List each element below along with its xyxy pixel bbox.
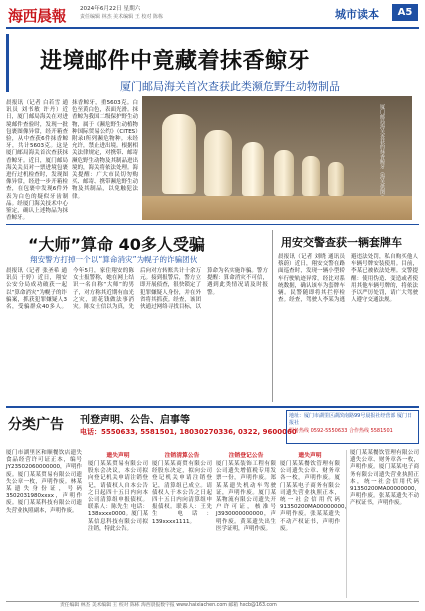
classified-col-body: 厦门某某商贸有限公司经股东决定，拟向公司登记机关申请注销登记，清算组已成立。请债权人于本公告之日起四十五日内向清算组申报债权。联系人：王先生 电话：139xxxx1111。 xyxy=(152,461,212,525)
article2-body: 晨报讯（记者 张圣希 通讯员 于婷）近日，翔安公安分局成功破获一起以“算命消灾”为幌子的诈骗案，抓获犯罪嫌疑人3名，受骗群众40多人。今年5月，家住翔安的陈女士报警称，她在网上结识一名自称“大师”的男子，对方称其近期有血光之灾，需花钱做法事消灾。陈女士信以为真，先后向对方转账共计十余万元。接到报警后，警方立即开展侦查，很快锁定了犯罪嫌疑人身份，并在外省将其抓获。经查，该团伙通过网络寻找目标，以算命为名实施诈骗。警方提醒：算命消灾不可信，遇到此类情况请及时报警。 xyxy=(6,268,268,311)
classified-col-body: 厦门某某餐饮管理有限公司遗失公章、财务章各一枚，声明作废。厦门某某电子商务有限公司遗失营业执照正本，统一社会信用代码91350200MA00000000，声明作废。张某某遗失不动产权证书，声明作废。 xyxy=(280,461,350,532)
lead-headline: 进境邮件中竟藏着抹香鲸牙 xyxy=(40,49,311,74)
whale-tooth xyxy=(302,156,320,196)
section-name: 城市读本 xyxy=(335,8,379,21)
classified-col-head: 注销清算公告 xyxy=(164,453,200,459)
classified-col xyxy=(88,450,148,598)
display-shelf xyxy=(142,196,412,220)
classified-col-body: 厦门某某装饰工程有限公司遗失增值税专用发票一份，声明作废。郑某某遗失机动车驾驶证，声明作废。厦门某某物流有限公司遗失开户许可证，核准号J3930000000000，声明作废。黄某遗失出生医学证明，声明作废。 xyxy=(216,461,276,532)
whale-tooth xyxy=(162,114,196,194)
section-rule xyxy=(6,224,419,225)
article3-headline: 用安交警查获一辆套牌车 xyxy=(281,236,402,249)
lead-accent-bar xyxy=(6,34,9,92)
footer-rule xyxy=(6,601,419,602)
lead-body-mid: 抹香鲸牙，重5603克。白色至黄白色，表面光滑。抹香鲸为我国二级保护野生动物，属于《濒危野生动植物种国际贸易公约》（CITES）附录Ⅰ所列濒危物种。未经允许，禁止进出境。根据相关法律规定，对携带、邮寄濒危野生动物及其制品进出境的，海关将依法处理。海关提醒：广大市民切勿购买、邮寄、携带濒危野生动物及其制品，以免触犯法律。 xyxy=(72,100,139,200)
lead-subhead: 厦门邮局海关首次查获此类濒危野生动物制品 xyxy=(120,80,340,93)
whale-tooth xyxy=(328,162,344,196)
article2-subhead: 翔安警方打掉一个以“算命消灾”为幌子的诈骗团伙 xyxy=(30,255,198,264)
masthead-rule xyxy=(6,27,419,29)
classified-col-head: 注销登记公告 xyxy=(228,453,264,459)
lead-body-left: 晨报讯（记者 白若雪 通讯员 刘书敏 许丹）近日，厦门邮局海关在对进境邮件查验时，发现一批包裹图像异常，经开箱查验，从中查获6件抹香鲸牙，共计5603克。这是厦门邮局海关首次查获抹香鲸牙。近日，厦门邮局海关关员对一票进境包裹进行过机检查时，发现图像异常，经进一步开箱检查，在包裹中发现6件外表为白色的疑似牙齿制品。经厦门海关技术中心鉴定，确认上述物品为抹香鲸牙。 xyxy=(6,100,68,222)
footer-text: 责任编辑 林杰 美术编辑 王 校对 陈栋 海西晨报数字报 www.haixiachen.com 邮箱 hxcb@163.com xyxy=(60,603,277,608)
classified-right-text: 厦门某某餐饮管理有限公司遗失公章、财务章各一枚，声明作废。厦门某某电子商务有限公司遗失营业执照正本，统一社会信用代码91350200MA00000000，声明作废。张某某遗失不动产权证书，声明作废。 xyxy=(350,450,420,507)
classified-col xyxy=(152,450,212,598)
masthead xyxy=(0,0,425,30)
classified-left-col: 厦门市湖里区和顺餐饮店遗失食品经营许可证正本，编号JY23502060000000，声明作废。厦门某某贸易有限公司遗失公章一枚，声明作废。林某某遗失身份证，号码3502031980xxxx，声明作废。厦门某某科技有限公司遗失营业执照副本，声明作废。 xyxy=(6,450,82,514)
article3-body: 晨报讯（记者 刘晓 通讯员 蔡蔚）近日，翔安交警在路面巡查时，发现一辆小型轿车行驶轨迹异常，经比对系统数据，确认该车为套牌车辆。民警随即将其拦停检查。经查，驾驶人李某为逃避违法处罚，私自购买他人车辆号牌安装使用。目前，李某已被依法处理。交警提醒：使用伪造、变造或者使用其他车辆号牌的，将依法予以严厉处罚，请广大驾驶人遵守交通法规。 xyxy=(278,254,418,304)
whale-tooth xyxy=(242,142,264,196)
classified-banner-text: 刊登声明、公告、启事等 xyxy=(80,415,190,426)
phone-numbers: 5550633, 5581501, 18030270336, 0322, 9600060 xyxy=(101,428,297,436)
classified-col xyxy=(216,450,276,598)
classified-col-body: 厦门某某贸易有限公司股东会决议，本公司拟向登记机关申请注销登记，请债权人自本公告之日起四十五日内向本公司清算组申报债权。联系人：陈先生 电话：138xxxx0000。厦门某某信息科技有限公司拟注销，特此公告。 xyxy=(88,461,148,532)
editor-line: 责任编辑 林杰 美术编辑 王 校对 陈栋 xyxy=(80,14,163,20)
issue-date: 2024年6月22日 星期六 xyxy=(80,6,141,12)
whale-tooth xyxy=(274,150,294,196)
classified-service: 服务热线 0592-5550633 合作热线 5581501 xyxy=(289,428,393,434)
whale-tooth xyxy=(204,130,232,196)
lead-photo xyxy=(142,96,412,220)
article2-headline: “大师”算命 40多人受骗 xyxy=(28,235,205,254)
phone-line xyxy=(80,427,297,437)
classified-col xyxy=(280,450,350,598)
classified-right-col xyxy=(346,450,419,598)
column-divider xyxy=(272,230,273,402)
classified-rule xyxy=(6,406,419,408)
classified-banner xyxy=(80,410,297,444)
photo-caption: 厦门邮局海关查获的抹香鲸牙（海关供图） xyxy=(379,104,385,199)
page-number: A5 xyxy=(392,4,418,21)
classified-address: 地址：厦门市湖里区湖滨南路99号晨报社经营部 厦门日报社 xyxy=(289,413,412,426)
classified-contact-box xyxy=(286,410,419,444)
logo: 海西晨報 xyxy=(8,7,67,25)
classified-title: 分类广告 xyxy=(8,417,64,433)
classified-grid xyxy=(88,450,350,598)
classified-col-head: 遗失声明 xyxy=(298,453,322,459)
phone-label: 电话： xyxy=(80,428,101,436)
classified-col-head: 遗失声明 xyxy=(106,453,130,459)
